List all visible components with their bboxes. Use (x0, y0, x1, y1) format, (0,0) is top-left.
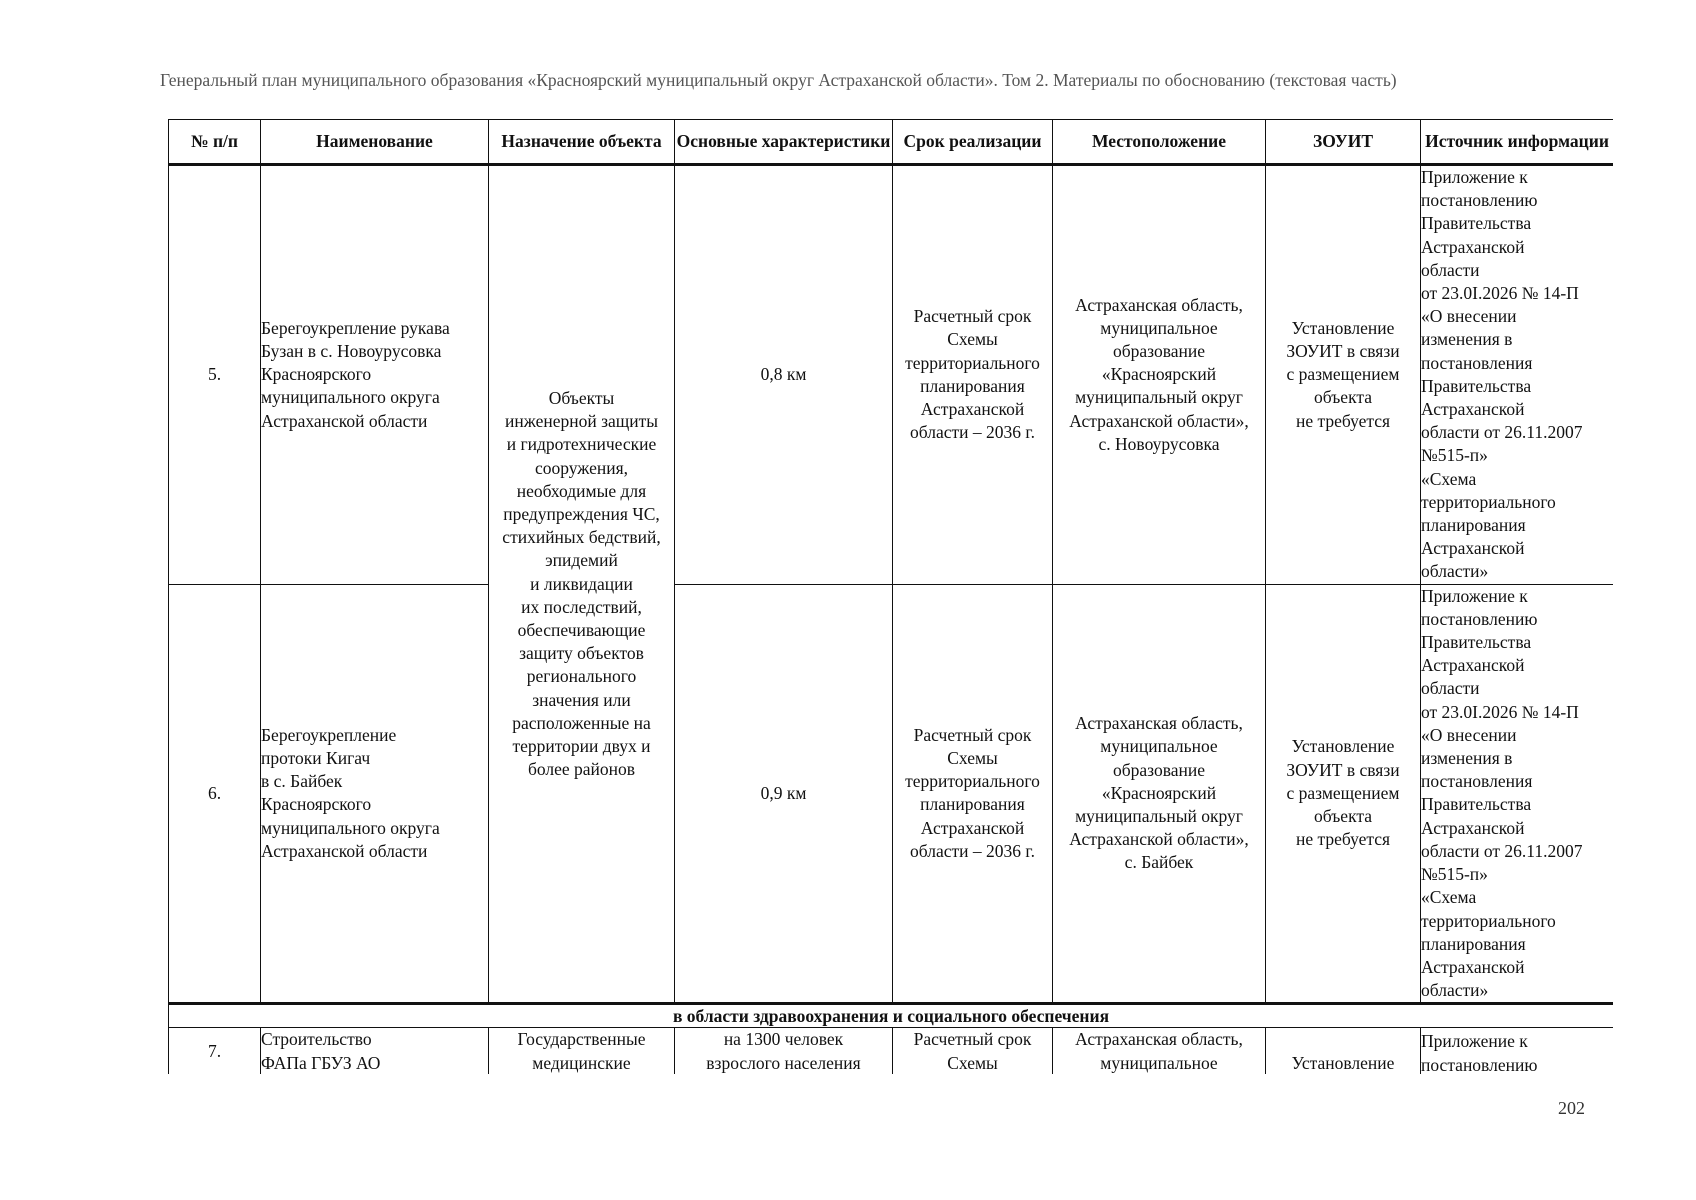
row-characteristics: на 1300 человек взрослого населения (675, 1028, 893, 1074)
row-source: Приложение к постановлению Правительства Астраханской области от 23.0I.2026 № 14-П «О внесении изменения в постановления Правительства Астраханской области от 26.11.2007 №515-п» «Схема территориального планирования Астраханской области» (1421, 584, 1614, 1004)
row-location: Астраханская область, муниципальное (1053, 1028, 1266, 1074)
row-zouit: Установление ЗОУИТ в связи с размещением объекта не требуется (1266, 165, 1421, 585)
page-number: 202 (1558, 1098, 1585, 1118)
row-source: Приложение к постановлению (1421, 1028, 1614, 1074)
registry-table-container (168, 119, 1613, 1074)
table-row (169, 584, 1614, 1004)
registry-table (168, 119, 1613, 1074)
row-purpose: Государственные медицинские (489, 1028, 675, 1074)
row-name: Строительство ФАПа ГБУЗ АО (261, 1028, 489, 1074)
row-source: Приложение к постановлению Правительства Астраханской области от 23.0I.2026 № 14-П «О внесении изменения в постановления Правительства Астраханской области от 26.11.2007 №515-п» «Схема территориального планирования Астраханской области» (1421, 165, 1614, 585)
running-header: Генеральный план муниципального образования «Красноярский муниципальный округ Астраханской области». Том 2. Материалы по обоснованию (текстовая часть) (160, 70, 1397, 90)
table-row (169, 165, 1614, 585)
col-header-term: Срок реализации (893, 120, 1053, 165)
section-heading-row (169, 1004, 1614, 1028)
table-row (169, 1028, 1614, 1074)
col-header-name: Наименование (261, 120, 489, 165)
col-header-characteristics: Основные характеристики (675, 120, 893, 165)
row-zouit: Установление ЗОУИТ в связи с размещением объекта не требуется (1266, 584, 1421, 1004)
row-term: Расчетный срок Схемы (893, 1028, 1053, 1074)
col-header-location: Местоположение (1053, 120, 1266, 165)
row-location: Астраханская область, муниципальное образование «Красноярский муниципальный округ Астраханской области», с. Новоурусовка (1053, 165, 1266, 585)
row-term: Расчетный срок Схемы территориального планирования Астраханской области – 2036 г. (893, 584, 1053, 1004)
table-header-row (169, 120, 1614, 165)
col-header-number: № п/п (169, 120, 261, 165)
row-term: Расчетный срок Схемы территориального планирования Астраханской области – 2036 г. (893, 165, 1053, 585)
row-name: Берегоукрепление рукава Бузан в с. Новоурусовка Красноярского муниципального округа Астраханской области (261, 165, 489, 585)
col-header-purpose: Назначение объекта (489, 120, 675, 165)
row-number: 7. (169, 1028, 261, 1074)
col-header-zouit: ЗОУИТ (1266, 120, 1421, 165)
col-header-source: Источник информации (1421, 120, 1614, 165)
row-number: 6. (169, 584, 261, 1004)
row-characteristics: 0,8 км (675, 165, 893, 585)
row-number: 5. (169, 165, 261, 585)
row-zouit: Установление (1266, 1028, 1421, 1074)
row-name: Берегоукрепление протоки Кигач в с. Байбек Красноярского муниципального округа Астраханской области (261, 584, 489, 1004)
section-heading: в области здравоохранения и социального обеспечения (169, 1004, 1614, 1028)
row-characteristics: 0,9 км (675, 584, 893, 1004)
row-purpose-shared: Объекты инженерной защиты и гидротехнические сооружения, необходимые для предупреждения ЧС, стихийных бедствий, эпидемий и ликвидации их последствий, обеспечивающие защиту объектов регионального значения или расположенные на территории двух и более районов (489, 165, 675, 1004)
row-location: Астраханская область, муниципальное образование «Красноярский муниципальный округ Астраханской области», с. Байбек (1053, 584, 1266, 1004)
